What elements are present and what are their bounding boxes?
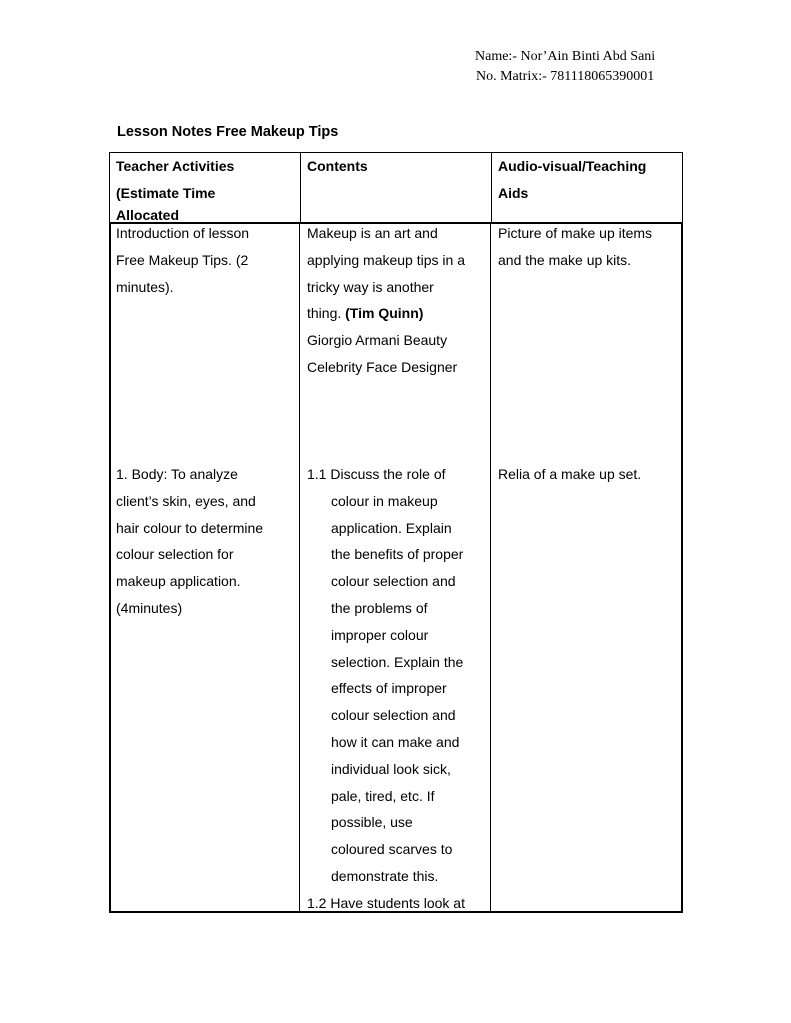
column-divider xyxy=(299,224,300,911)
column-divider xyxy=(300,153,301,222)
header-contents: Contents xyxy=(307,158,368,174)
lesson-table xyxy=(109,152,683,913)
body-aids: Relia of a make up set. xyxy=(498,466,642,482)
column-divider xyxy=(490,224,491,911)
header-teacher-activities: Teacher Activities (Estimate Time Allocated xyxy=(116,158,235,223)
content-text: thing. xyxy=(307,305,342,322)
body-content: 1.1 Discuss the role of colour in makeup application. Explain the benefits of proper colour selection and the problems of improper colour selection. Explain the effects of improper colour selection and how it can make and individual look sick, pale, tired, etc. If possible, use coloured scarves to demonstrate this. 1.2 Have students look at xyxy=(307,466,465,911)
header-aids: Audio-visual/Teaching Aids xyxy=(498,158,647,201)
table-header-row xyxy=(109,152,683,224)
document-title: Lesson Notes Free Makeup Tips xyxy=(117,124,339,140)
intro-activity: Introduction of lesson Free Makeup Tips. (2 minutes). xyxy=(116,225,250,295)
column-divider xyxy=(491,153,492,222)
quote-author: (Tim Quinn) xyxy=(345,305,424,322)
matrix-number: No. Matrix:- 781118065390001 xyxy=(476,69,655,84)
intro-aids: Picture of make up items and the make up kits. xyxy=(498,225,653,268)
body-activity: 1. Body: To analyze client’s skin, eyes, and hair colour to determine colour selection for makeup application. (4minutes) xyxy=(116,466,264,616)
table-body xyxy=(109,224,683,913)
intro-content: Makeup is an art and applying makeup tips in a tricky way is another thing. (Tim Quinn) Giorgio Armani Beauty Celebrity Face Designer xyxy=(307,225,465,375)
student-info xyxy=(440,47,700,87)
student-name: Name:- Nor’Ain Binti Abd Sani xyxy=(475,49,656,64)
